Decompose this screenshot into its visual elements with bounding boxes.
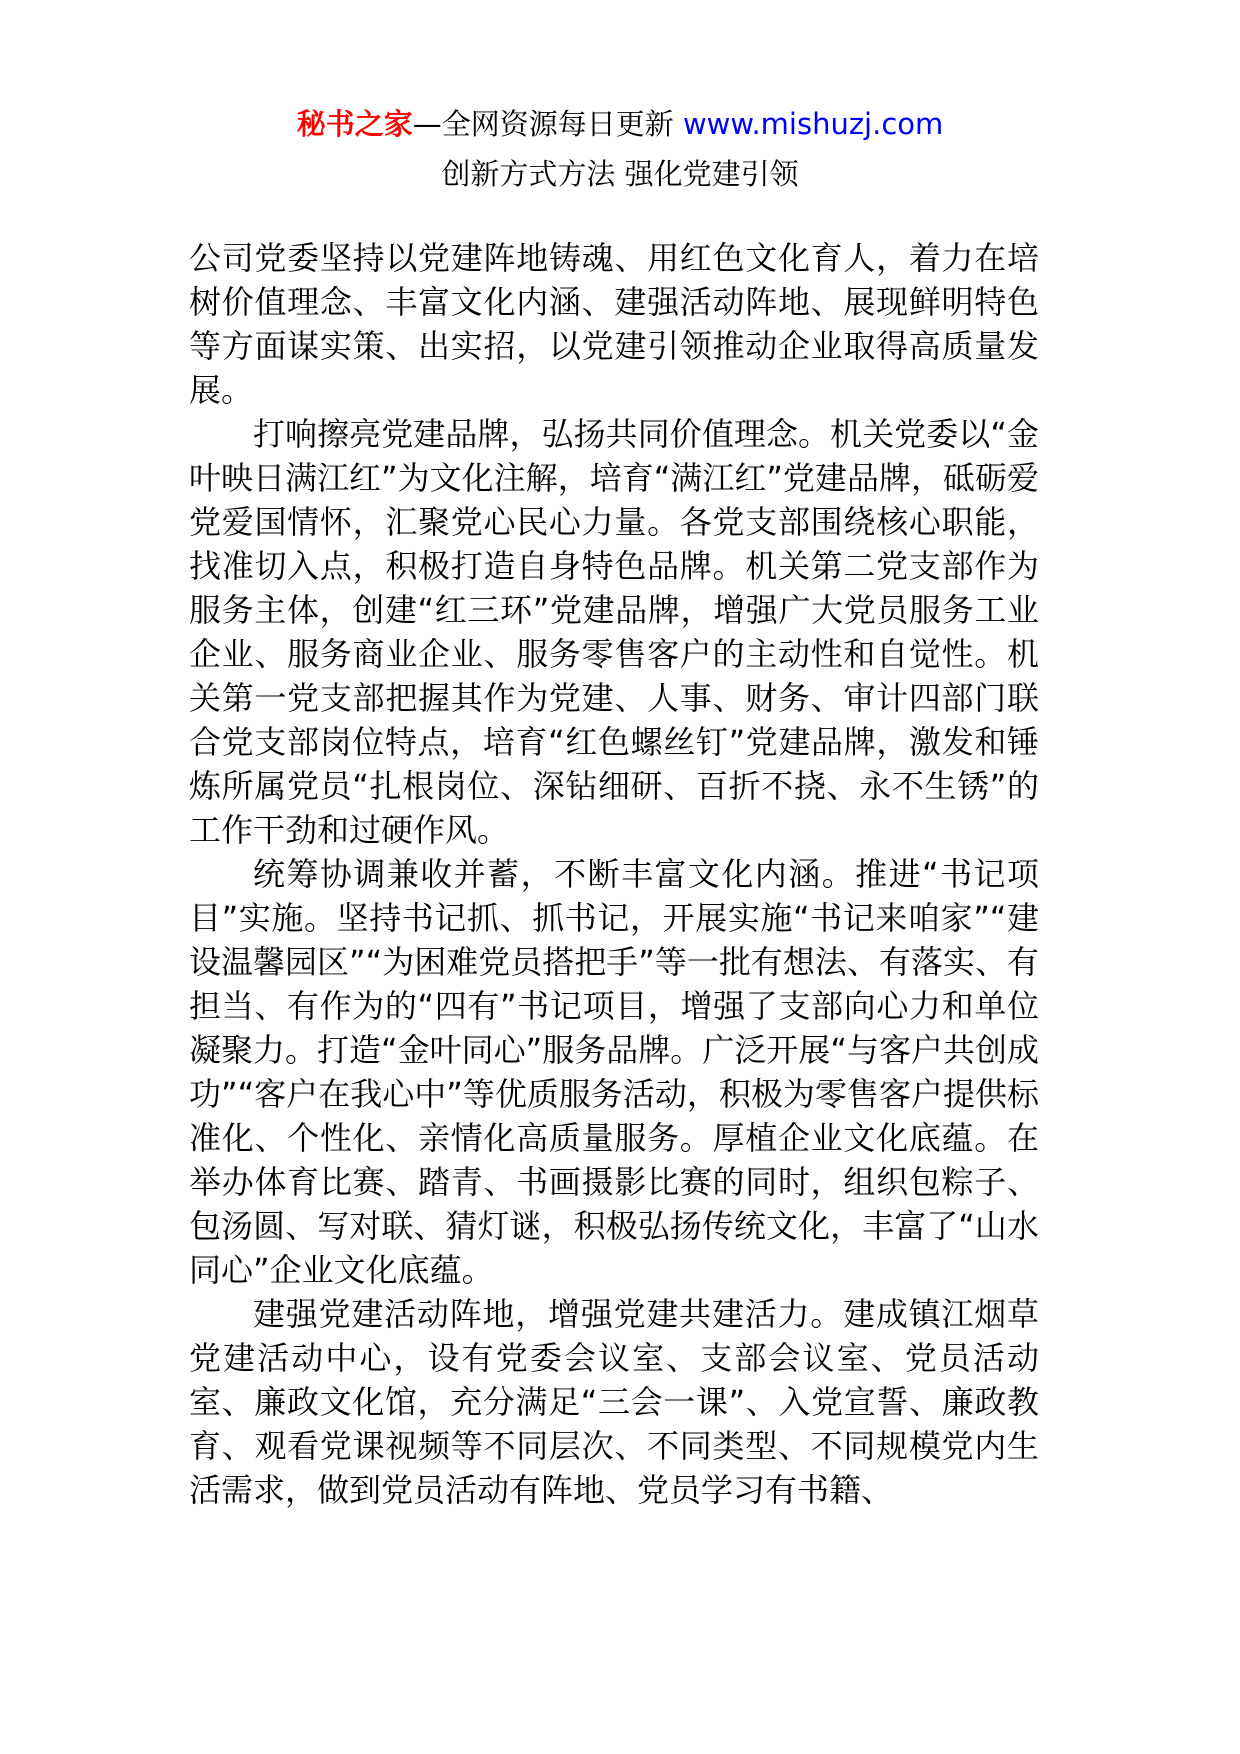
paragraph-party-brand: 打响擦亮党建品牌，弘扬共同价值理念。机关党委以“金叶映日满江红”为文化注解，培育“满江红”党建品牌，砥砺爱党爱国情怀，汇聚党心民心力量。各党支部围绕核心职能，找准切入点，积极打造自身特色品牌。机关第二党支部作为服务主体，创建“红三环”党建品牌，增强广大党员服务工业企业、服务商业企业、服务零售客户的主动性和自觉性。机关第一党支部把握其作为党建、人事、财务、审计四部门联合党支部岗位特点，培育“红色螺丝钉”党建品牌，激发和锤炼所属党员“扎根岗位、深钻细研、百折不挠、永不生锈”的工作干劲和过硬作风。 <box>189 415 1039 849</box>
site-header <box>0 104 1240 144</box>
paragraph-intro: 公司党委坚持以党建阵地铸魂、用红色文化育人，着力在培树价值理念、丰富文化内涵、建强活动阵地、展现鲜明特色等方面谋实策、出实招，以党建引领推动企业取得高质量发展。 <box>189 239 1039 409</box>
site-brand: 秘书之家 <box>296 107 413 141</box>
paragraph-activity-base: 建强党建活动阵地，增强党建共建活力。建成镇江烟草党建活动中心，设有党委会议室、支部会议室、党员活动室、廉政文化馆，充分满足“三会一课”、入党宣誓、廉政教育、观看党课视频等不同层次、不同类型、不同规模党内生活需求，做到党员活动有阵地、党员学习有书籍、 <box>189 1295 1039 1509</box>
document-body <box>189 236 1039 1512</box>
document-title: 创新方式方法 强化党建引领 <box>441 157 799 191</box>
site-slogan: —全网资源每日更新 <box>412 107 674 141</box>
site-url-link[interactable]: www.mishuzj.com <box>682 107 944 141</box>
paragraph-culture: 统筹协调兼收并蓄，不断丰富文化内涵。推进“书记项目”实施。坚持书记抓、抓书记，开展实施“书记来咱家”“建设温馨园区”“为困难党员搭把手”等一批有想法、有落实、有担当、有作为的“四有”书记项目，增强了支部向心力和单位凝聚力。打造“金叶同心”服务品牌。广泛开展“与客户共创成功”“客户在我心中”等优质服务活动，积极为零售客户提供标准化、个性化、亲情化高质量服务。厚植企业文化底蕴。在举办体育比赛、踏青、书画摄影比赛的同时，组织包粽子、包汤圆、写对联、猜灯谜，积极弘扬传统文化，丰富了“山水同心”企业文化底蕴。 <box>189 855 1039 1289</box>
